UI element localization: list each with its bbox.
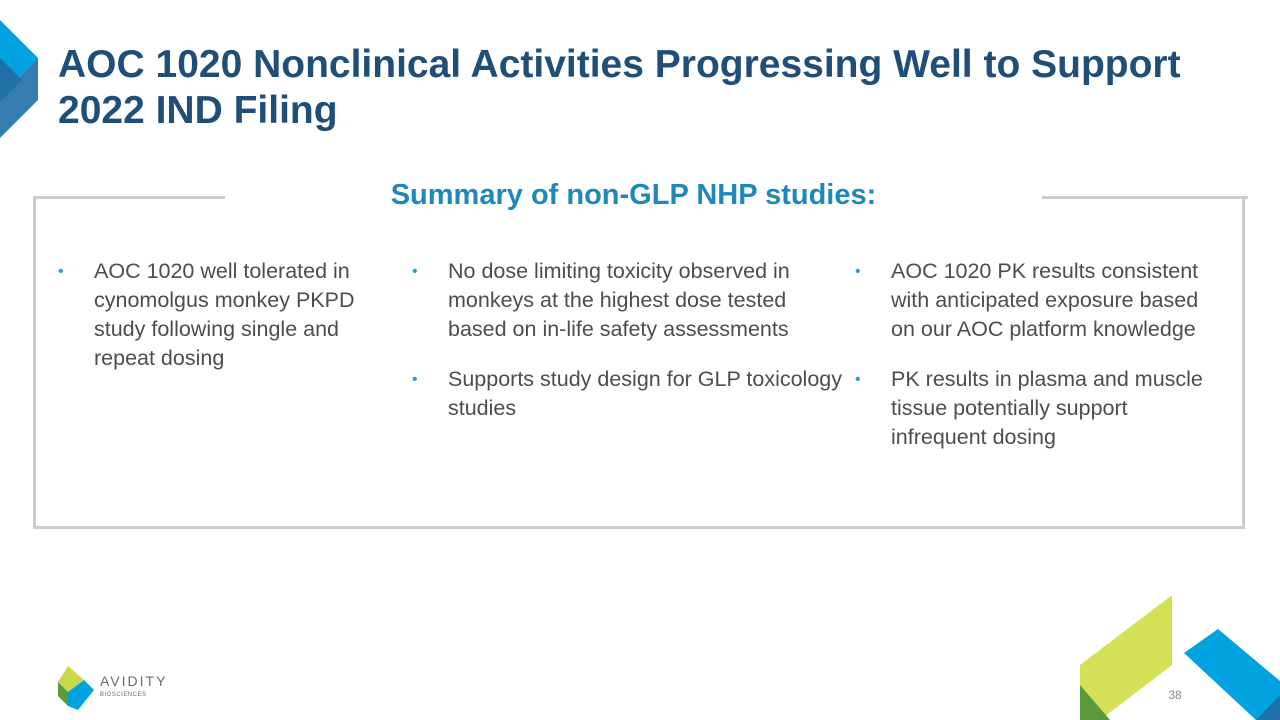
- bullet-icon: •: [412, 263, 418, 280]
- bullet-text: Supports study design for GLP toxicology studies: [448, 367, 842, 420]
- logo-subtitle: BIOSCIENCES: [100, 692, 147, 698]
- bullet-icon: •: [58, 263, 64, 280]
- panel-top-border-left: [33, 196, 225, 199]
- bullet-text: AOC 1020 PK results consistent with anticipated exposure based on our AOC platform knowledge: [891, 259, 1199, 341]
- bullet-icon: •: [855, 371, 861, 388]
- panel-top-border-right: [1042, 196, 1248, 199]
- bullet-item: [855, 365, 1215, 452]
- bullet-text: PK results in plasma and muscle tissue potentially support infrequent dosing: [891, 367, 1203, 449]
- bullet-item: [58, 257, 398, 373]
- column-2: [412, 257, 842, 444]
- bullet-item: [412, 365, 842, 423]
- column-3: [855, 257, 1215, 473]
- avidity-logo-mark-icon: [58, 662, 94, 714]
- page-number: 38: [1168, 688, 1182, 702]
- bullet-text: No dose limiting toxicity observed in monkeys at the highest dose tested based on in-life safety assessments: [448, 259, 790, 341]
- bullet-item: [412, 257, 842, 344]
- corner-decoration: [0, 0, 42, 140]
- bullet-icon: •: [412, 371, 418, 388]
- panel-subtitle: Summary of non-GLP NHP studies:: [390, 179, 877, 211]
- column-1: [58, 257, 398, 394]
- bullet-text: AOC 1020 well tolerated in cynomolgus monkey PKPD study following single and repeat dosing: [94, 259, 355, 370]
- bullet-item: [855, 257, 1215, 344]
- slide-title: AOC 1020 Nonclinical Activities Progressing Well to Support 2022 IND Filing: [58, 43, 1181, 132]
- logo-name: AVIDITY: [100, 673, 168, 689]
- avidity-logo: [58, 662, 178, 714]
- bullet-icon: •: [855, 263, 861, 280]
